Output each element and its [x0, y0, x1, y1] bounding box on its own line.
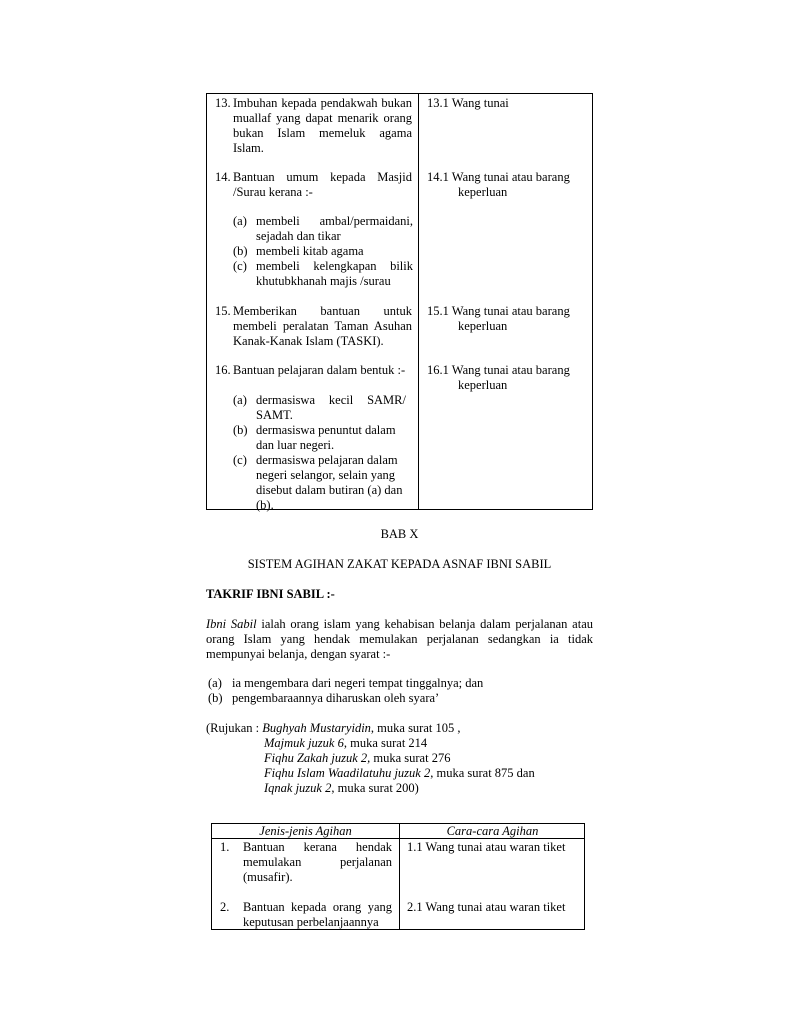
method-text-cont: keperluan: [458, 185, 508, 199]
reference-book: Majmuk juzuk 6: [264, 736, 344, 750]
method-text: 16.1 Wang tunai atau barang: [427, 363, 570, 377]
row-text: Bantuan kerana hendak memulakan perjalanan (musafir).: [243, 840, 392, 884]
sub-text: dermasiswa pelajaran dalam negeri selangor, selain yang disebut dalam butiran (a) dan (b).: [256, 453, 403, 512]
row-number: 2.: [220, 900, 230, 914]
method-16-1: [427, 363, 590, 393]
method-14-1: [427, 170, 590, 200]
reference-page: , muka surat 200): [331, 781, 419, 795]
method-15-1: [427, 304, 590, 334]
sub-text: membeli ambal/permaidani, sejadah dan tikar: [256, 214, 413, 243]
sub-item-14a: [233, 214, 413, 244]
table-row-1: [220, 840, 392, 885]
item-number: 13.: [215, 96, 231, 110]
sub-label: (c): [233, 453, 247, 467]
row-number: 1.: [220, 840, 230, 854]
reference-line-5: [206, 781, 535, 796]
sub-label: (b): [233, 423, 248, 437]
table-row-2: [220, 900, 392, 930]
definition-term: Ibni Sabil: [206, 617, 257, 631]
item-text: Bantuan umum kepada Masjid /Surau kerana :-: [233, 170, 412, 199]
sub-label: (b): [233, 244, 248, 258]
definition-paragraph: [206, 617, 593, 662]
column-divider: [399, 824, 400, 929]
method-text-cont: keperluan: [458, 378, 508, 392]
header-jenis: Jenis-jenis Agihan: [259, 824, 352, 838]
sub-label: (a): [233, 214, 247, 228]
reference-prefix: (Rujukan :: [206, 721, 263, 735]
sub-text: membeli kelengkapan bilik khutubkhanah majis /surau: [256, 259, 413, 288]
reference-page: , muka surat 105 ,: [370, 721, 461, 735]
condition-label: (a): [208, 676, 222, 690]
sub-text: dermasiswa penuntut dalam dan luar negeri.: [256, 423, 396, 452]
item-number: 15.: [215, 304, 231, 318]
table-row-16: [215, 363, 412, 378]
sub-item-16c: [233, 453, 413, 513]
sub-item-16a: [233, 393, 413, 423]
method-text: 15.1 Wang tunai atau barang: [427, 304, 570, 318]
definition-text: ialah orang islam yang kehabisan belanja dalam perjalanan atau orang Islam yang hendak memulakan perjalanan sedangkan ia tidak mempunyai belanja, dengan syarat :-: [206, 617, 593, 661]
condition-a: [208, 676, 484, 691]
reference-line-3: [206, 751, 535, 766]
table-row-13: [215, 96, 412, 156]
sub-label: (a): [233, 393, 247, 407]
reference-book: Iqnak juzuk 2: [264, 781, 332, 795]
condition-label: (b): [208, 691, 223, 705]
reference-page: muka surat 276: [370, 751, 451, 765]
reference-page: , muka surat 875 dan: [430, 766, 535, 780]
method-text: 13.1 Wang tunai: [427, 96, 509, 110]
distribution-table-bottom: [211, 823, 585, 930]
reference-line-1: [206, 721, 535, 736]
reference-line-4: [206, 766, 535, 781]
condition-b: [208, 691, 440, 706]
item-text: Imbuhan kepada pendakwah bukan muallaf yang dapat menarik orang bukan Islam memeluk agama Islam.: [233, 96, 412, 155]
condition-text: pengembaraannya diharuskan oleh syara’: [232, 691, 440, 705]
method-text: 14.1 Wang tunai atau barang: [427, 170, 570, 184]
chapter-number: BAB X: [380, 527, 419, 541]
row-2-method: 2.1 Wang tunai atau waran tiket: [407, 900, 566, 914]
sub-item-14c: [233, 259, 413, 289]
table-row-14: [215, 170, 412, 200]
method-text-cont: keperluan: [458, 319, 508, 333]
sub-item-14b: [233, 244, 413, 259]
item-text: Memberikan bantuan untuk membeli peralatan Taman Asuhan Kanak-Kanak Islam (TASKI).: [233, 304, 412, 348]
header-cara: Cara-cara Agihan: [446, 824, 539, 838]
condition-text: ia mengembara dari negeri tempat tinggalnya; dan: [232, 676, 484, 690]
column-divider: [418, 94, 419, 509]
item-text: Bantuan pelajaran dalam bentuk :-: [233, 363, 406, 377]
sub-label: (c): [233, 259, 247, 273]
distribution-table-top: [206, 93, 593, 510]
chapter-title: SISTEM AGIHAN ZAKAT KEPADA ASNAF IBNI SABIL: [247, 557, 552, 571]
reference-book: Fiqhu Zakah juzuk 2,: [264, 751, 371, 765]
item-number: 14.: [215, 170, 231, 184]
row-text: Bantuan kepada orang yang keputusan perbelanjaannya: [243, 900, 392, 929]
sub-text: dermasiswa kecil SAMR/ SAMT.: [256, 393, 406, 422]
references: [206, 721, 535, 796]
reference-book: Fiqhu Islam Waadilatuhu juzuk 2: [264, 766, 431, 780]
reference-book: Bughyah Mustaryidin: [262, 721, 371, 735]
definition-heading: TAKRIF IBNI SABIL :-: [206, 587, 335, 601]
reference-page: , muka surat 214: [343, 736, 428, 750]
item-number: 16.: [215, 363, 231, 377]
table-row-15: [215, 304, 412, 349]
reference-line-2: [206, 736, 535, 751]
sub-item-16b: [233, 423, 413, 453]
method-13-1: [427, 96, 590, 111]
row-1-method: 1.1 Wang tunai atau waran tiket: [407, 840, 566, 854]
sub-text: membeli kitab agama: [256, 244, 364, 258]
